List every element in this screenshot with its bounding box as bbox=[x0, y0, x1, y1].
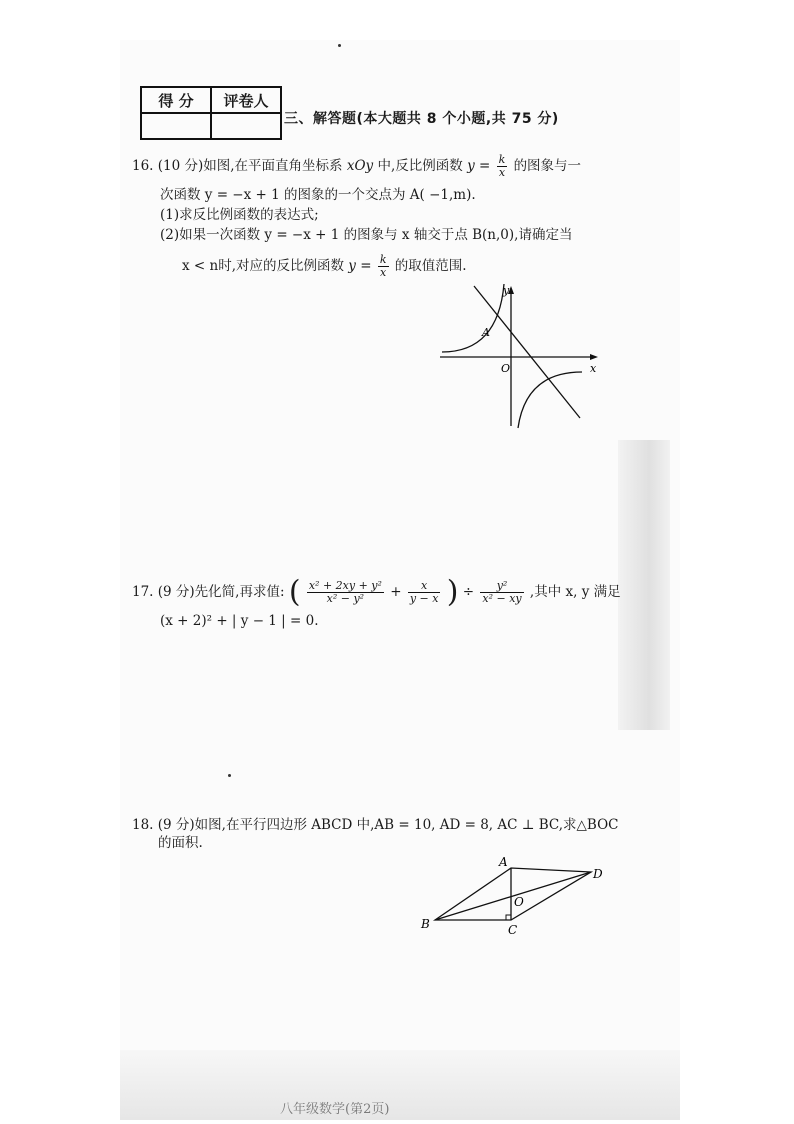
right-angle-mark bbox=[506, 915, 511, 920]
q16-line2: 次函数 y = −x + 1 的图象的一个交点为 A( −1,m). bbox=[160, 187, 476, 203]
section-title: 三、解答题(本大题共 8 个小题,共 75 分) bbox=[284, 111, 559, 127]
label-point-a: A bbox=[482, 326, 490, 339]
q18-line1: 18. (9 分)如图,在平行四边形 ABCD 中,AB = 10, AD = 8, AC ⊥ BC,求△BOC bbox=[132, 817, 619, 833]
q18-parallelogram bbox=[415, 852, 615, 938]
label-d: D bbox=[593, 867, 603, 881]
q16-text-d: 的图象与一 bbox=[513, 158, 582, 174]
q16-line5 bbox=[182, 254, 467, 279]
q16-y-eq-2: y = bbox=[348, 258, 372, 274]
label-b: B bbox=[421, 917, 430, 931]
frac-numerator: k bbox=[498, 153, 506, 166]
hyperbola-branch-left bbox=[442, 284, 504, 352]
q16-fraction-2 bbox=[378, 254, 389, 279]
scan-shadow bbox=[618, 440, 670, 730]
grader-label: 评卷人 bbox=[211, 87, 281, 113]
q16-line5-b: 的取值范围. bbox=[394, 258, 467, 274]
left-paren: ( bbox=[288, 574, 301, 610]
q17-fraction-2 bbox=[408, 580, 441, 605]
diagonal-bd bbox=[435, 872, 591, 920]
label-y: y bbox=[503, 284, 510, 297]
q17-line1 bbox=[132, 574, 621, 610]
speck bbox=[338, 44, 341, 47]
x-arrow-icon bbox=[590, 354, 598, 360]
label-a: A bbox=[499, 855, 508, 869]
q16-part1: (1)求反比例函数的表达式; bbox=[160, 207, 319, 223]
q16-line1 bbox=[132, 154, 581, 179]
q16-fraction bbox=[497, 154, 508, 179]
q16-part2: (2)如果一次函数 y = −x + 1 的图象与 x 轴交于点 B(n,0),请确定当 bbox=[160, 227, 573, 243]
frac-denominator: x bbox=[498, 166, 506, 179]
grader-cell[interactable] bbox=[211, 113, 281, 139]
frac-numerator: x bbox=[408, 580, 441, 593]
frac-denominator: x² − xy bbox=[482, 592, 522, 605]
frac-denominator: x bbox=[380, 266, 387, 279]
label-x: x bbox=[590, 362, 597, 375]
q16-text-a: 16. (10 分)如图,在平面直角坐标系 bbox=[132, 158, 343, 174]
q16-line5-a: x < n时,对应的反比例函数 bbox=[182, 258, 344, 274]
q17-fraction-1 bbox=[307, 580, 384, 605]
label-origin: O bbox=[501, 362, 511, 375]
frac-numerator: y² bbox=[480, 580, 523, 593]
score-label: 得 分 bbox=[141, 87, 211, 113]
q17-text-b: ,其中 x, y 满足 bbox=[529, 584, 621, 600]
score-table bbox=[140, 86, 282, 140]
page-footer: 八年级数学(第2页) bbox=[280, 1102, 390, 1117]
q17-fraction-3 bbox=[480, 580, 523, 605]
score-cell[interactable] bbox=[141, 113, 211, 139]
linear-function-line bbox=[474, 286, 580, 418]
frac-denominator: x² − y² bbox=[326, 592, 365, 605]
divide-sign: ÷ bbox=[462, 584, 475, 600]
plus-sign: + bbox=[390, 584, 402, 600]
frac-numerator: k bbox=[379, 253, 387, 266]
q16-text-b: xOy bbox=[346, 158, 374, 174]
q16-y-eq: y = bbox=[467, 158, 491, 174]
right-paren: ) bbox=[446, 574, 459, 610]
q17-text-a: 17. (9 分)先化简,再求值: bbox=[132, 584, 285, 600]
label-o: O bbox=[514, 895, 524, 909]
frac-denominator: y − x bbox=[409, 592, 439, 605]
frac-numerator: x² + 2xy + y² bbox=[308, 579, 382, 592]
scan-shadow-bottom bbox=[120, 1050, 680, 1120]
q17-line2: (x + 2)² + | y − 1 | = 0. bbox=[160, 613, 319, 629]
q16-graph bbox=[430, 280, 610, 430]
label-c: C bbox=[508, 923, 518, 937]
speck bbox=[228, 774, 231, 777]
q16-text-c: 中,反比例函数 bbox=[377, 158, 463, 174]
q18-line2: 的面积. bbox=[158, 835, 203, 851]
